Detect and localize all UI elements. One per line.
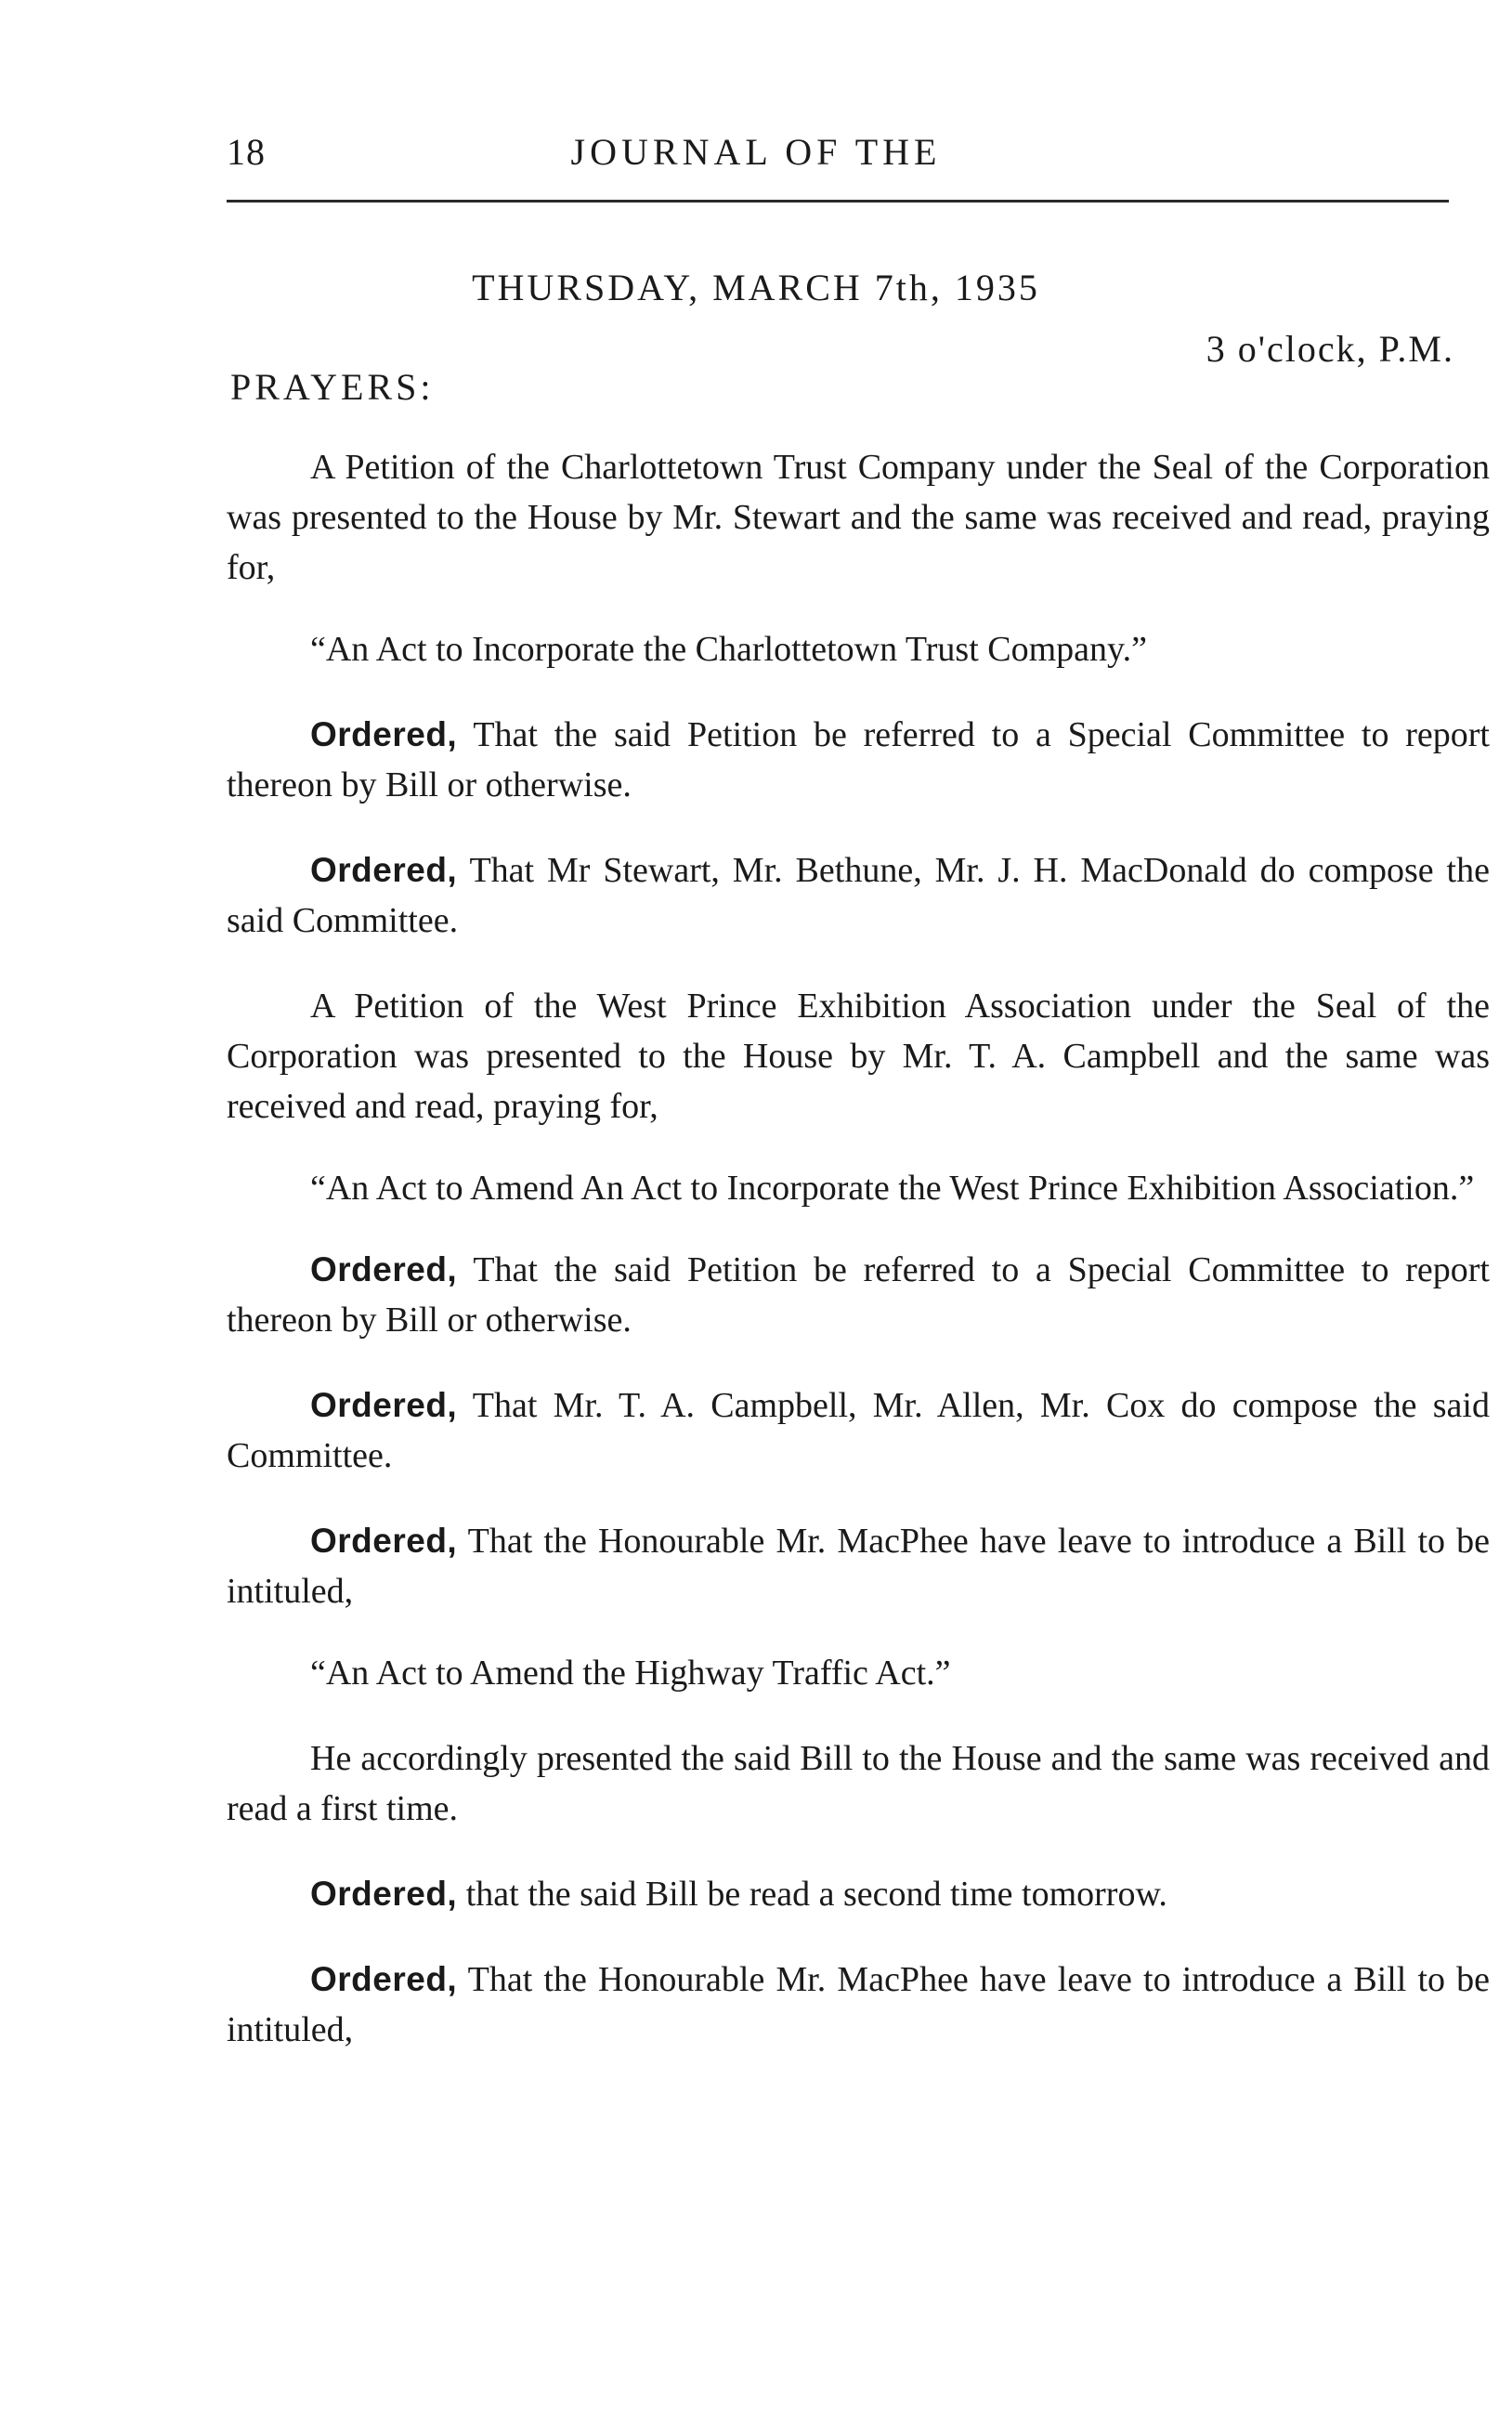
prayers-heading: PRAYERS: bbox=[230, 366, 435, 408]
ordered-label: Ordered, bbox=[310, 851, 458, 889]
paragraph-order bbox=[227, 710, 1490, 810]
ordered-label: Ordered, bbox=[310, 1960, 458, 1998]
paragraph-text: That Mr. T. A. Campbell, Mr. Allen, Mr. Cox do compose the said Committee. bbox=[227, 1386, 1490, 1475]
sitting-date: THURSDAY, MARCH 7th, 1935 bbox=[472, 267, 1040, 308]
paragraph-text: “An Act to Amend the Highway Traffic Act.” bbox=[310, 1654, 951, 1693]
paragraph-order bbox=[227, 1380, 1490, 1481]
paragraph-petition-trust bbox=[227, 442, 1490, 593]
paragraph-text: He accordingly presented the said Bill to the House and the same was received and read a first time. bbox=[227, 1739, 1490, 1828]
paragraph-text: “An Act to Amend An Act to Incorporate the West Prince Exhibition Association.” bbox=[310, 1169, 1475, 1208]
ordered-label: Ordered, bbox=[310, 1875, 458, 1913]
sitting-time: 3 o'clock, P.M. bbox=[1206, 328, 1454, 370]
paragraph-order bbox=[227, 845, 1490, 946]
paragraph-order bbox=[227, 1245, 1490, 1345]
ordered-label: Ordered, bbox=[310, 715, 458, 753]
paragraph-text: A Petition of the Charlottetown Trust Company under the Seal of the Corporation was presented to the House by Mr. Stewart and the same was received and read, praying for, bbox=[227, 448, 1490, 587]
paragraph-text: That the Honourable Mr. MacPhee have leave to introduce a Bill to be intituled, bbox=[227, 1522, 1490, 1611]
journal-body bbox=[227, 442, 1490, 2055]
paragraph-text: “An Act to Incorporate the Charlottetown Trust Company.” bbox=[310, 630, 1147, 669]
paragraph-act-title bbox=[227, 1163, 1490, 1213]
paragraph-bill-presented bbox=[227, 1733, 1490, 1834]
paragraph-text: That Mr Stewart, Mr. Bethune, Mr. J. H. MacDonald do compose the said Committee. bbox=[227, 851, 1490, 940]
paragraph-text: That the said Petition be referred to a Special Committee to report thereon by Bill or otherwise. bbox=[227, 1250, 1490, 1340]
header-rule bbox=[227, 200, 1449, 203]
ordered-label: Ordered, bbox=[310, 1250, 458, 1288]
running-title: JOURNAL OF THE bbox=[570, 131, 942, 173]
paragraph-order bbox=[227, 1869, 1490, 1919]
page-number: 18 bbox=[227, 131, 266, 173]
paragraph-text: A Petition of the West Prince Exhibition Association under the Seal of the Corporation was presented to the House by Mr. T. A. Campbell and the same was received and read, praying for, bbox=[227, 987, 1490, 1126]
paragraph-petition-exhibition bbox=[227, 981, 1490, 1131]
paragraph-act-title bbox=[227, 624, 1490, 674]
ordered-label: Ordered, bbox=[310, 1386, 458, 1424]
paragraph-act-title bbox=[227, 1648, 1490, 1698]
paragraph-text: That the said Petition be referred to a Special Committee to report thereon by Bill or otherwise. bbox=[227, 715, 1490, 804]
paragraph-text: that the said Bill be read a second time tomorrow. bbox=[465, 1875, 1167, 1914]
ordered-label: Ordered, bbox=[310, 1522, 458, 1560]
paragraph-order bbox=[227, 1516, 1490, 1616]
paragraph-text: That the Honourable Mr. MacPhee have leave to introduce a Bill to be intituled, bbox=[227, 1960, 1490, 2049]
paragraph-order bbox=[227, 1955, 1490, 2055]
